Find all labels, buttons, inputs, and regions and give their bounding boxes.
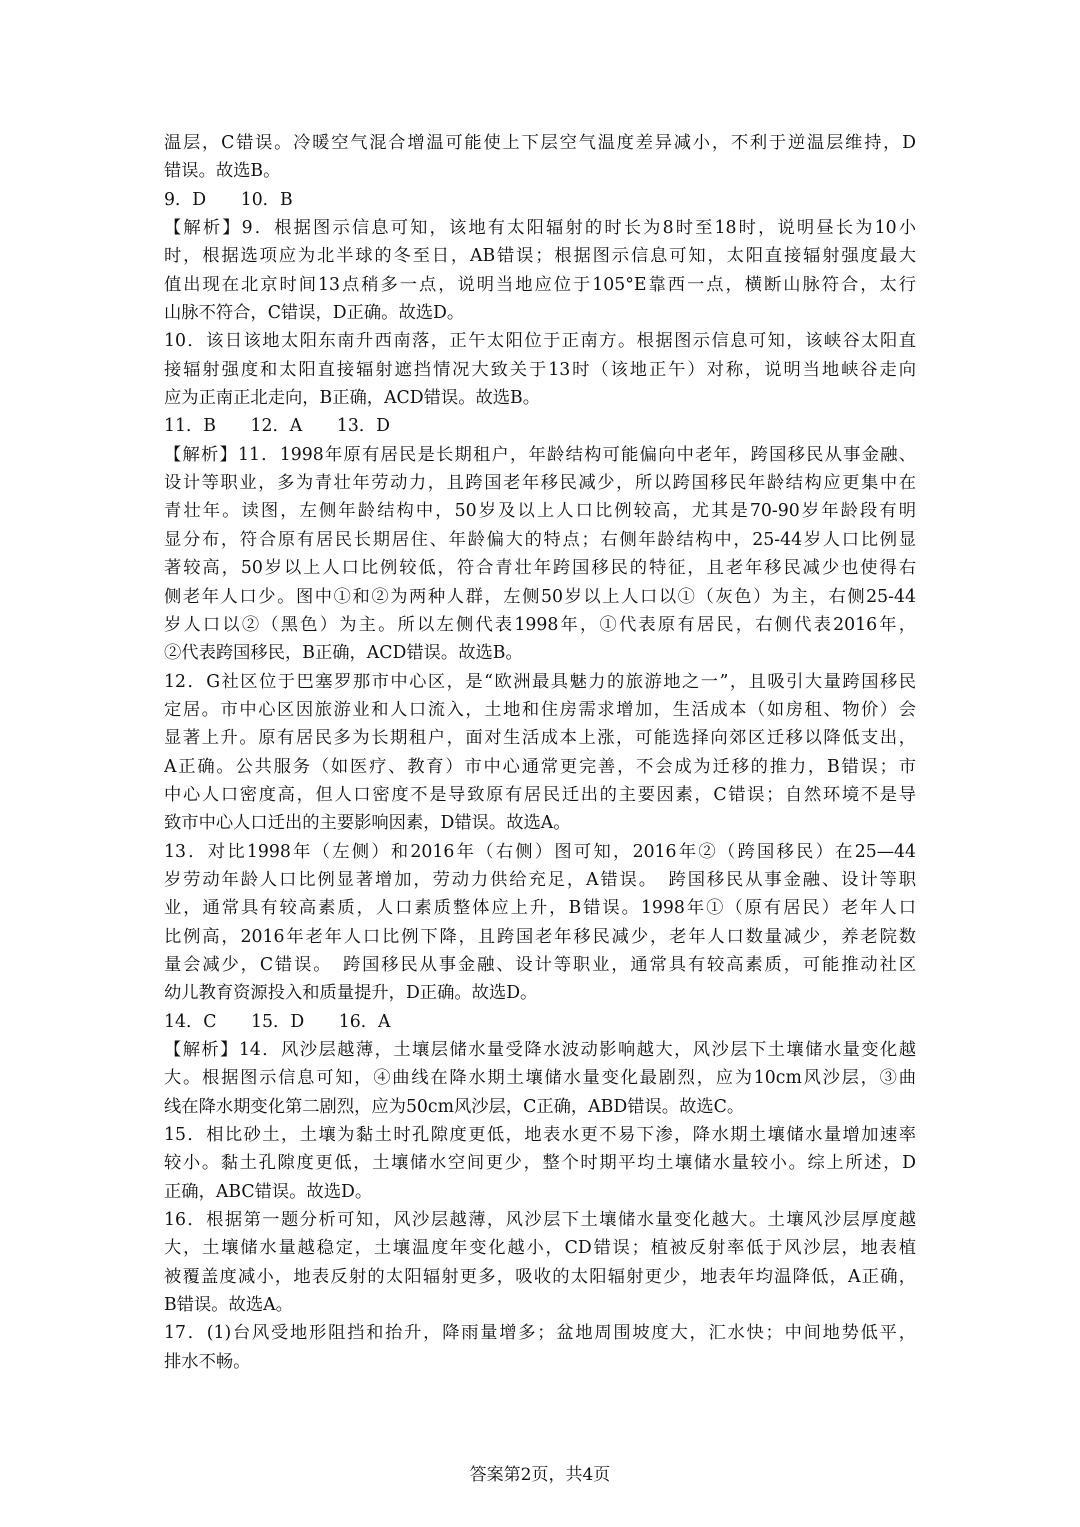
text-line: 17．(1)台风受地形阻挡和抬升，降雨量增多；盆地周围坡度大，汇水快；中间地势低平，: [164, 1323, 916, 1344]
analysis-line: 【解析】9．根据图示信息可知，该地有太阳辐射的时长为8时至18时，说明昼长为10小: [164, 218, 916, 239]
text-line: 值出现在北京时间13点稍多一点，说明当地应位于105°E靠西一点，横断山脉符合，太行: [164, 274, 916, 295]
text-line: 大。根据图示信息可知，④曲线在降水期土壤储水量变化最剧烈，应为10cm风沙层，③曲: [164, 1068, 916, 1089]
text-line: 著较高，50岁以上人口比例较低，符合青壮年跨国移民的特征，且老年移民减少也使得右: [164, 558, 916, 579]
text-line: 侧老年人口少。图中①和②为两种人群，左侧50岁以上人口以①（灰色）为主，右侧25-44: [164, 586, 916, 607]
text-line: 排水不畅。: [164, 1351, 251, 1372]
text-line: B错误。故选A。: [164, 1295, 293, 1316]
text-line: 被覆盖度减小，地表反射的太阳辐射更多，吸收的太阳辐射更少，地表年均温降低，A正确，: [164, 1266, 916, 1287]
text-line: 13．对比1998年（左侧）和2016年（右侧）图可知，2016年②（跨国移民）在25—44: [164, 841, 916, 862]
analysis-line: 【解析】11．1998年原有居民是长期租户，年龄结构可能偏向中老年，跨国移民从事金融、: [164, 444, 916, 465]
text-line: 中心人口密度高，但人口密度不是导致原有居民迁出的主要因素，C错误；自然环境不是导: [164, 784, 916, 805]
text-line: 显分布，符合原有居民长期居住、年龄偏大的特点；右侧年龄结构中，25-44岁人口比例显: [164, 529, 916, 550]
answer-key-line: 11．B 12．A 13．D: [164, 416, 390, 437]
answer-key-line: 14．C 15．D 16．A: [164, 1011, 391, 1032]
answer-key-line: 9．D 10．B: [164, 189, 293, 210]
text-line: 比例高，2016年老年人口比例下降，且跨国老年移民减少，老年人口数量减少，养老院数: [164, 926, 916, 947]
text-line: 正确，ABC错误。故选D。: [164, 1181, 373, 1202]
text-line: 致市中心人口迁出的主要影响因素，D错误。故选A。: [164, 813, 571, 834]
text-line: 设计等职业，多为青壮年劳动力，且跨国老年移民减少，所以跨国移民年龄结构应更集中在: [164, 473, 916, 494]
text-line: ②代表跨国移民，B正确，ACD错误。故选B。: [164, 643, 523, 664]
text-line: 量会减少，C错误。 跨国移民从事金融、设计等职业，通常具有较高素质，可能推动社区: [164, 954, 916, 975]
text-line: 幼儿教育资源投入和质量提升，D正确。故选D。: [164, 983, 538, 1004]
text-line: 岁人口以②（黑色）为主。所以左侧代表1998年，①代表原有居民，右侧代表2016年，: [164, 614, 916, 635]
text-line: 错误。故选B。: [164, 161, 281, 182]
text-line: 时，根据选项应为北半球的冬至日，AB错误；根据图示信息可知，太阳直接辐射强度最大: [164, 246, 916, 267]
text-line: 接辐射强度和太阳直接辐射遮挡情况大致关于13时（该地正午）对称，说明当地峡谷走向: [164, 359, 916, 380]
text-line: 定居。市中心区因旅游业和人口流入，土地和住房需求增加，生活成本（如房租、物价）会: [164, 699, 916, 720]
text-line: 业，通常具有较高素质，人口素质整体应上升，B错误。1998年①（原有居民）老年人口: [164, 898, 916, 919]
text-line: 显著上升。原有居民多为长期租户，面对生活成本上涨，可能选择向郊区迁移以降低支出，: [164, 728, 916, 749]
text-line: 较小。黏土孔隙度更低，土壤储水空间更少，整个时期平均土壤储水量较小。综上所述，D: [164, 1153, 916, 1174]
text-line: 10．该日该地太阳东南升西南落，正午太阳位于正南方。根据图示信息可知，该峡谷太阳直: [164, 331, 916, 352]
analysis-line: 【解析】14．风沙层越薄，土壤层储水量受降水波动影响越大，风沙层下土壤储水量变化越: [164, 1040, 916, 1060]
text-line: 应为正南正北走向，B正确，ACD错误。故选B。: [164, 388, 541, 409]
text-line: 大，土壤储水量越稳定，土壤温度年变化越小，CD错误；植被反射率低于风沙层，地表植: [164, 1238, 916, 1259]
text-line: A正确。公共服务（如医疗、教育）市中心通常更完善，不会成为迁移的推力，B错误；市: [164, 756, 916, 777]
page-footer: 答案第2页，共4页: [469, 1465, 611, 1485]
text-line: 温层，C错误。冷暖空气混合增温可能使上下层空气温度差异减小，不利于逆温层维持，D: [164, 133, 916, 153]
text-line: 青壮年。读图，左侧年龄结构中，50岁及以上人口比例较高，尤其是70-90岁年龄段有明: [164, 501, 916, 522]
text-line: 12．G社区位于巴塞罗那市中心区，是“欧洲最具魅力的旅游地之一”，且吸引大量跨国移民: [164, 671, 916, 692]
text-line: 山脉不符合，C错误，D正确。故选D。: [164, 303, 465, 324]
text-line: 线在降水期变化第二剧烈，应为50cm风沙层，C正确，ABD错误。故选C。: [164, 1096, 745, 1117]
text-line: 岁劳动年龄人口比例显著增加，劳动力供给充足，A错误。 跨国移民从事金融、设计等职: [164, 869, 916, 890]
answer-text-body: [164, 129, 916, 1376]
text-line: 16．根据第一题分析可知，风沙层越薄，风沙层下土壤储水量变化越大。土壤风沙层厚度越: [164, 1210, 916, 1231]
text-line: 15．相比砂土，土壤为黏土时孔隙度更低，地表水更不易下渗，降水期土壤储水量增加速率: [164, 1125, 916, 1146]
